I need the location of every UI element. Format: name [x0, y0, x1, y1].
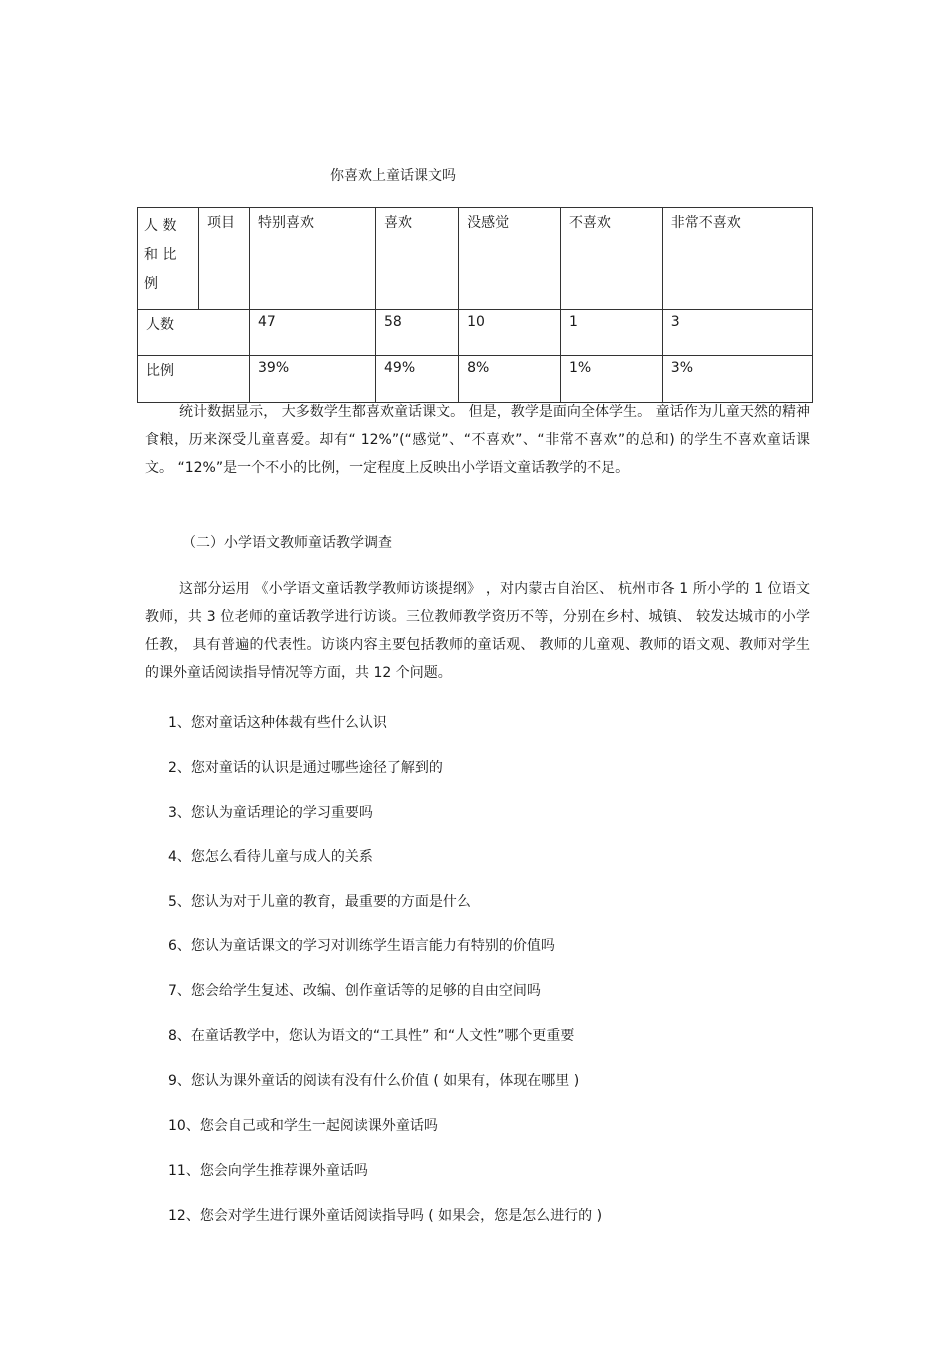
table-cell: 3	[662, 310, 812, 356]
question-item: 2、您对童话的认识是通过哪些途径了解到的	[168, 760, 443, 776]
interview-paragraph: 这部分运用 《小学语文童话教学教师访谈提纲》 ，对内蒙古自治区、 杭州市各 1 所小学的 1 位语文教师，共 3 位老师的童话教学进行访谈。三位教师教学资历不等，分别在乡村、城镇、 较发达城市的小学任教， 具有普遍的代表性。访谈内容主要包括教师的童话观、 教师的儿童观、教师的语文观、教师对学生的课外童话阅读指导情况等方面，共 12 个问题。	[145, 581, 810, 681]
corner-label-count-ratio: 人 数 和 比 例	[138, 208, 199, 309]
row-label: 人数	[138, 310, 250, 356]
table-header-cell: 没感觉	[459, 208, 561, 310]
table-cell: 47	[250, 310, 376, 356]
question-item: 11、您会向学生推荐课外童话吗	[168, 1163, 368, 1179]
table-cell: 49%	[376, 356, 459, 403]
table-cell: 39%	[250, 356, 376, 403]
row-label: 比例	[138, 356, 250, 403]
table-header-cell: 不喜欢	[560, 208, 662, 310]
table-cell: 3%	[662, 356, 812, 403]
table-row	[138, 310, 813, 356]
table-header-row	[138, 208, 813, 310]
question-item: 4、您怎么看待儿童与成人的关系	[168, 849, 373, 865]
question-item: 1、您对童话这种体裁有些什么认识	[168, 715, 387, 731]
table-caption: 你喜欢上童话课文吗	[330, 168, 456, 184]
table-header-cell: 非常不喜欢	[662, 208, 812, 310]
section-heading: （二）小学语文教师童话教学调查	[182, 535, 392, 551]
question-item: 5、您认为对于儿童的教育，最重要的方面是什么	[168, 894, 471, 910]
question-item: 12、您会对学生进行课外童话阅读指导吗 ( 如果会，您是怎么进行的 )	[168, 1208, 603, 1224]
question-item: 7、您会给学生复述、改编、创作童话等的足够的自由空间吗	[168, 983, 541, 999]
question-item: 9、您认为课外童话的阅读有没有什么价值 ( 如果有，体现在哪里 )	[168, 1073, 580, 1089]
question-item: 6、您认为童话课文的学习对训练学生语言能力有特别的价值吗	[168, 938, 555, 954]
table-row	[138, 356, 813, 403]
table-header-cell: 特别喜欢	[250, 208, 376, 310]
question-item: 3、您认为童话理论的学习重要吗	[168, 805, 373, 821]
corner-label-item: 项目	[207, 215, 235, 231]
table-cell: 1	[560, 310, 662, 356]
table-cell: 10	[459, 310, 561, 356]
table-header-cell: 喜欢	[376, 208, 459, 310]
table-cell: 58	[376, 310, 459, 356]
survey-table	[137, 207, 813, 403]
table-cell: 1%	[560, 356, 662, 403]
statistics-paragraph: 统计数据显示， 大多数学生都喜欢童话课文。 但是，教学是面向全体学生。 童话作为儿童天然的精神食粮，历来深受儿童喜爱。却有“ 12%”(“感觉”、“不喜欢”、“非常不喜欢”的总和) 的学生不喜欢童话课文。 “12%”是一个不小的比例，一定程度上反映出小学语文童话教学的不足。	[145, 404, 810, 476]
question-item: 8、在童话教学中，您认为语文的“工具性” 和“人文性”哪个更重要	[168, 1028, 575, 1044]
table-cell: 8%	[459, 356, 561, 403]
table-corner-cell	[138, 208, 250, 310]
question-item: 10、您会自己或和学生一起阅读课外童话吗	[168, 1118, 438, 1134]
